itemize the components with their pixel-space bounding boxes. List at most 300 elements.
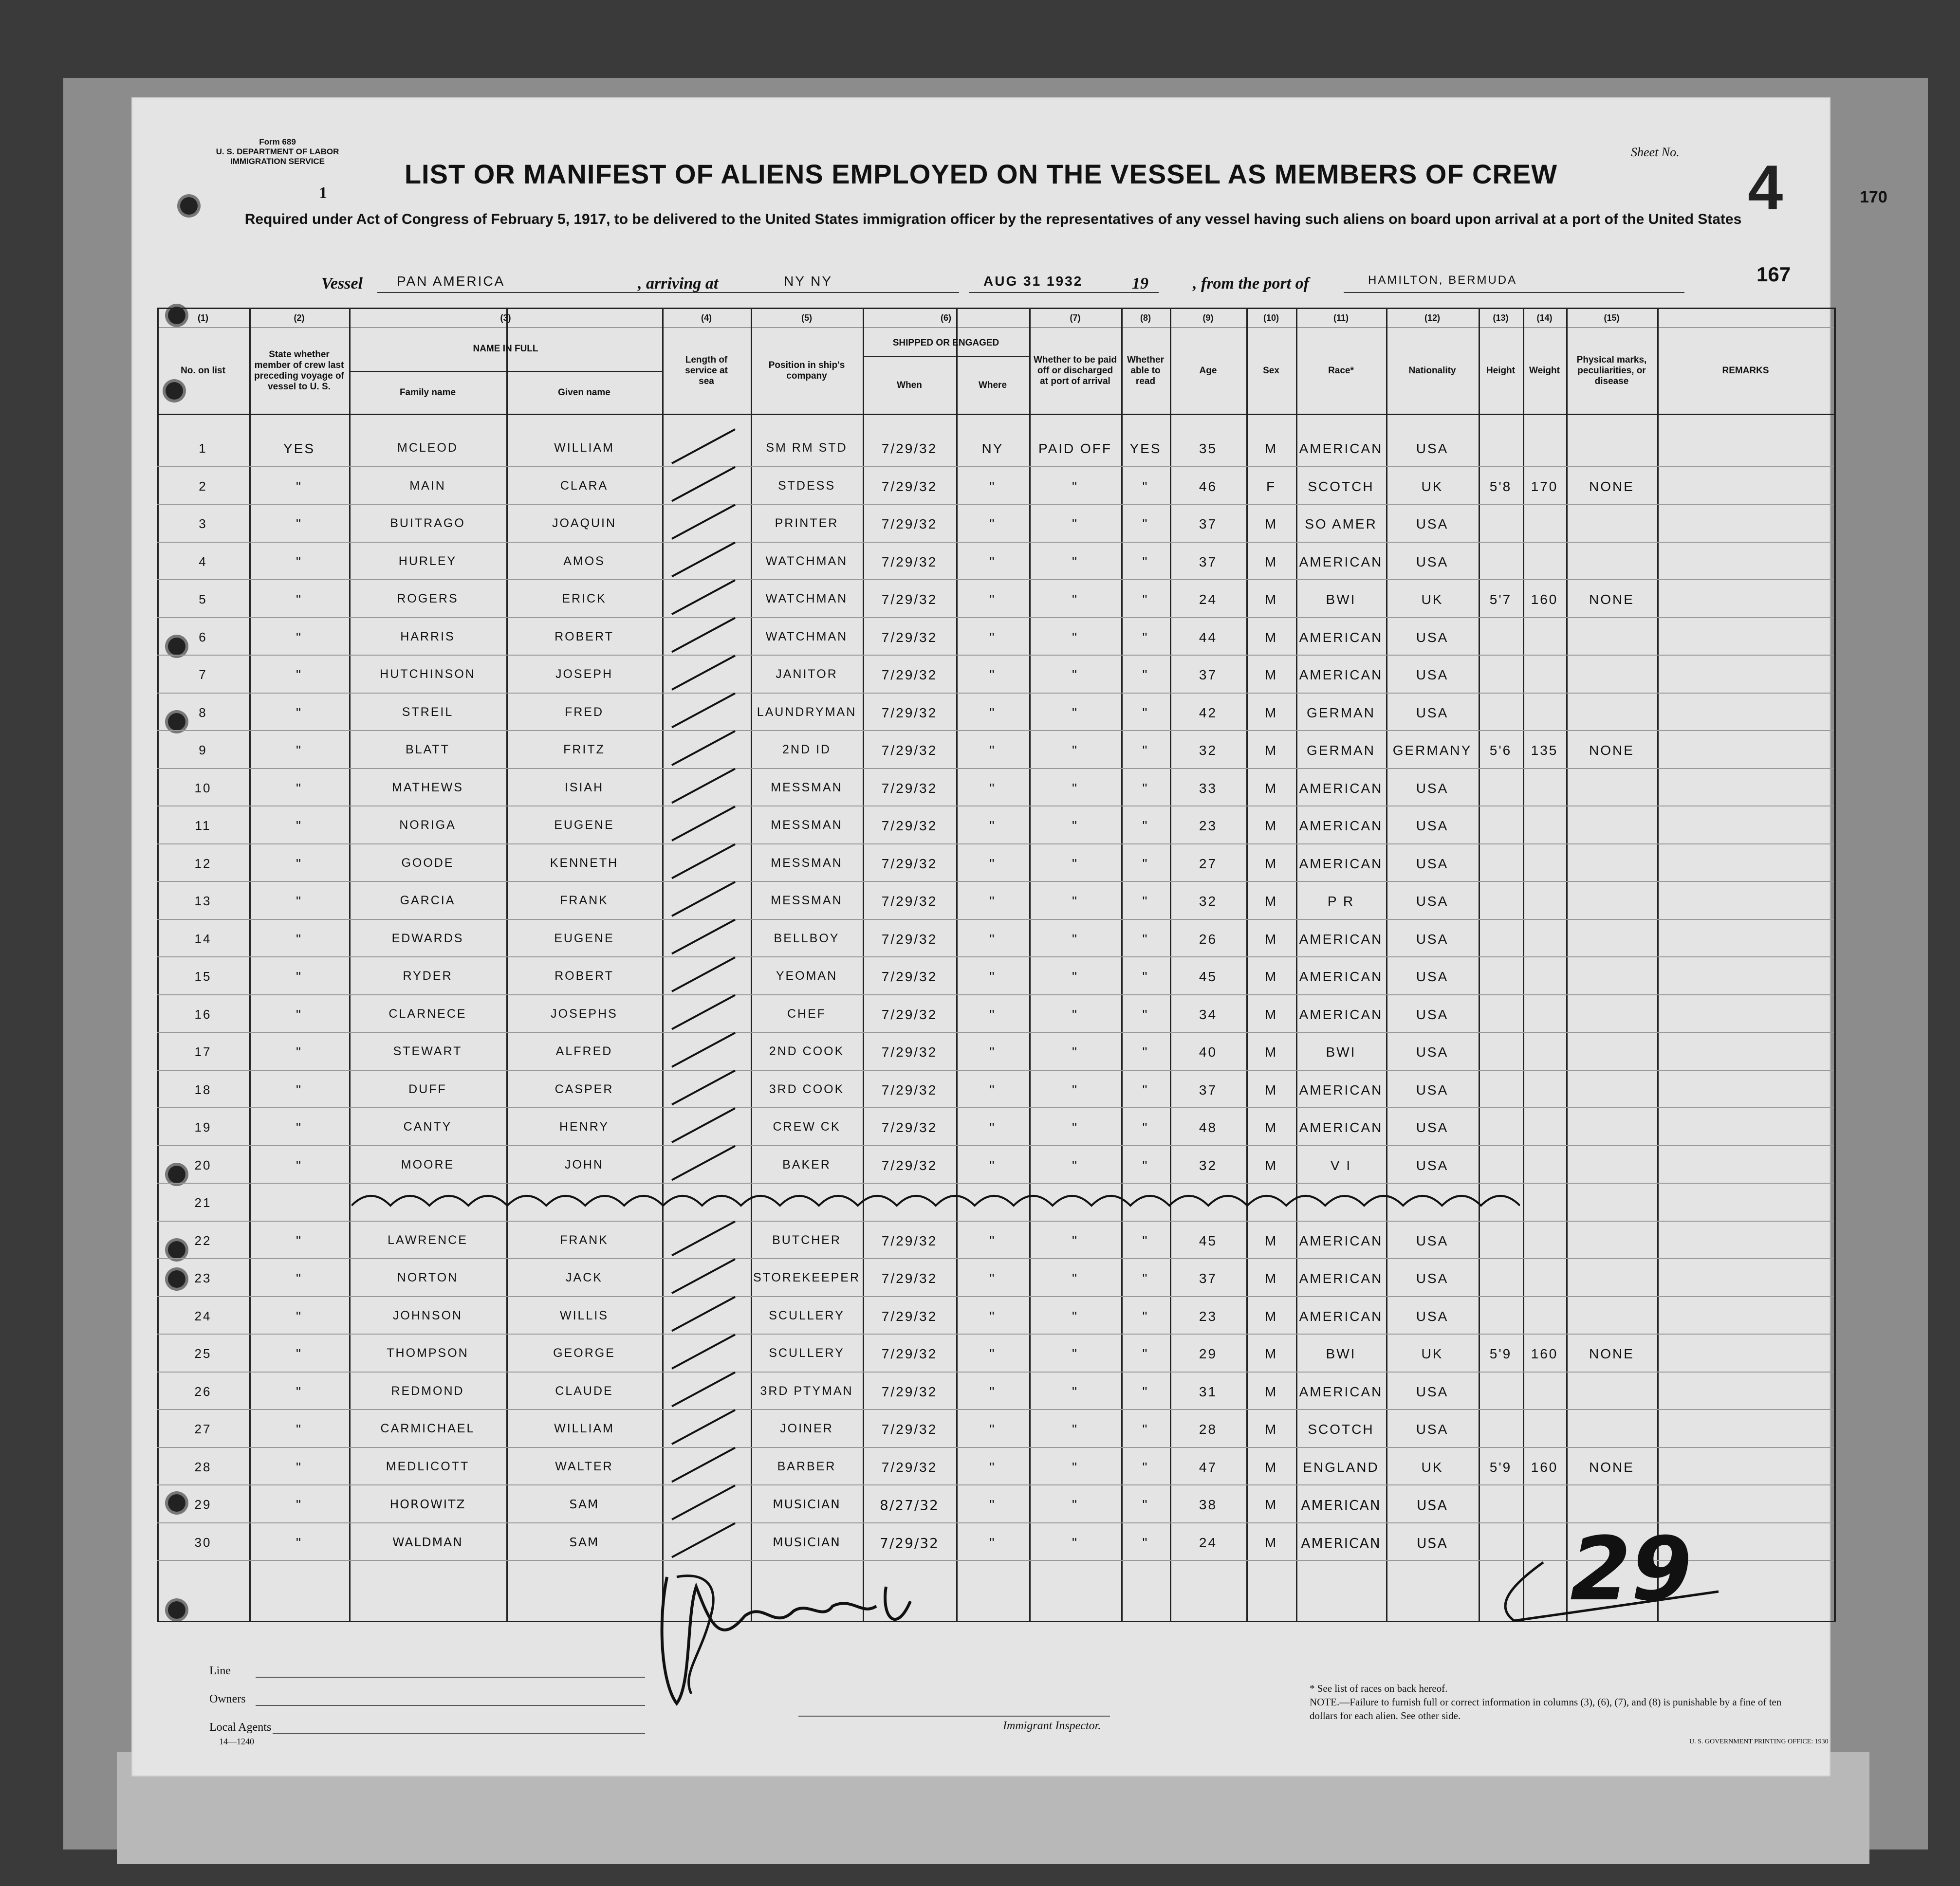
row-age: 27 — [1199, 856, 1218, 871]
row-race: BWI — [1326, 1346, 1356, 1361]
row-position: SM RM STD — [766, 441, 848, 455]
row-number: 22 — [194, 1233, 212, 1248]
row-given-name: JOHN — [564, 1157, 604, 1172]
row-paid-off: " — [1072, 1120, 1078, 1135]
row-rule — [157, 956, 1834, 957]
row-sex: M — [1264, 629, 1278, 645]
row-when: 7/29/32 — [881, 931, 938, 947]
row-state: " — [296, 705, 302, 720]
row-able-read: " — [1142, 1459, 1149, 1475]
row-weight: 170 — [1531, 478, 1558, 494]
header-when: When — [897, 380, 922, 390]
header-position: Position in ship's company — [768, 360, 845, 381]
row-position: 2ND ID — [782, 743, 831, 756]
row-sex: M — [1264, 856, 1278, 871]
row-when: 7/29/32 — [881, 1082, 938, 1098]
row-where: " — [989, 1459, 996, 1475]
row-age: 47 — [1199, 1459, 1218, 1475]
row-where: " — [989, 629, 996, 645]
row-when: 7/29/32 — [881, 1007, 938, 1022]
row-able-read: " — [1142, 516, 1149, 531]
row-given-name: HENRY — [559, 1120, 610, 1134]
row-given-name: JOSEPHS — [551, 1007, 618, 1021]
row-paid-off: " — [1072, 1422, 1078, 1437]
row-where: " — [989, 894, 996, 909]
table-row — [157, 1000, 1834, 1032]
row-age: 32 — [1199, 743, 1218, 758]
row-state: " — [296, 818, 302, 833]
row-age: 32 — [1199, 894, 1218, 909]
row-able-read: " — [1142, 894, 1149, 909]
table-row — [157, 660, 1834, 693]
table-row — [157, 1415, 1834, 1447]
row-family-name: NORIGA — [399, 818, 456, 832]
from-label: , from the port of — [1193, 275, 1309, 293]
table-row — [157, 1377, 1834, 1410]
row-where: " — [989, 1044, 996, 1060]
row-paid-off: " — [1072, 1497, 1078, 1512]
row-nationality: UK — [1421, 478, 1443, 494]
row-number: 19 — [194, 1120, 212, 1135]
row-family-name: MAIN — [409, 478, 446, 493]
row-rule — [157, 542, 1834, 543]
table-row — [157, 434, 1834, 466]
row-rule — [157, 655, 1834, 656]
row-age: 37 — [1199, 516, 1218, 531]
row-number: 27 — [194, 1422, 212, 1436]
row-family-name: LAWRENCE — [388, 1233, 468, 1247]
row-weight: 160 — [1531, 1459, 1558, 1475]
row-age: 29 — [1199, 1346, 1218, 1361]
row-paid-off: " — [1072, 1233, 1078, 1248]
row-race: AMERICAN — [1299, 554, 1383, 569]
row-rule — [157, 919, 1834, 920]
row-state: " — [296, 969, 302, 984]
row-21-cancel-line — [351, 1186, 1520, 1225]
row-able-read: " — [1142, 667, 1149, 682]
row-paid-off: " — [1072, 516, 1078, 531]
row-where: " — [989, 1308, 996, 1324]
row-race: AMERICAN — [1299, 1308, 1383, 1324]
row-when: 7/29/32 — [881, 894, 938, 909]
row-position: MESSMAN — [771, 818, 843, 832]
row-race: AMERICAN — [1299, 1120, 1383, 1135]
row-nationality: USA — [1416, 554, 1449, 569]
row-height: 5'9 — [1489, 1459, 1512, 1475]
table-row — [157, 1076, 1834, 1108]
row-given-name: ALFRED — [555, 1044, 613, 1058]
row-family-name: BUITRAGO — [390, 516, 465, 530]
row-where: " — [989, 1233, 996, 1248]
row-when: 7/29/32 — [881, 818, 938, 833]
row-family-name: RYDER — [403, 969, 453, 983]
row-given-name: ROBERT — [555, 969, 614, 983]
row-sex: M — [1264, 441, 1278, 456]
row-paid-off: " — [1072, 478, 1078, 494]
row-sex: M — [1264, 516, 1278, 531]
row-family-name: HURLEY — [398, 554, 457, 568]
row-family-name: HOROWITZ — [389, 1497, 466, 1511]
row-state: " — [296, 1157, 302, 1173]
table-row — [157, 510, 1834, 542]
agents-label: Local Agents — [209, 1721, 272, 1734]
row-paid-off: " — [1072, 1082, 1078, 1098]
row-rule — [157, 579, 1834, 580]
row-number: 14 — [194, 931, 212, 946]
row-family-name: MEDLICOTT — [386, 1459, 470, 1473]
punch-hole — [180, 197, 198, 215]
row-able-read: " — [1142, 554, 1149, 569]
length-service-check — [672, 1259, 735, 1293]
row-where: NY — [981, 441, 1004, 456]
inspector-signature — [647, 1557, 920, 1713]
row-able-read: " — [1142, 856, 1149, 871]
row-number: 26 — [194, 1384, 212, 1399]
row-race: AMERICAN — [1299, 667, 1383, 682]
row-number: 13 — [194, 894, 212, 908]
row-given-name: SAM — [569, 1497, 599, 1511]
row-when: 7/29/32 — [880, 1535, 939, 1551]
row-number: 4 — [199, 554, 207, 569]
row-able-read: " — [1142, 818, 1149, 833]
row-number: 11 — [195, 818, 211, 833]
row-nationality: USA — [1416, 1044, 1449, 1060]
row-paid-off: " — [1072, 969, 1078, 984]
row-state: " — [296, 516, 302, 531]
header-race: Race* — [1328, 366, 1354, 376]
row-state: " — [296, 554, 302, 569]
length-service-check — [672, 920, 735, 954]
row-when: 7/29/32 — [881, 1384, 938, 1399]
length-service-check — [672, 1033, 735, 1067]
header-where: Where — [978, 380, 1007, 390]
row-number: 30 — [194, 1535, 212, 1550]
row-nationality: USA — [1416, 629, 1449, 645]
row-when: 7/29/32 — [881, 1233, 938, 1248]
table-row — [157, 1038, 1834, 1070]
table-row — [157, 1453, 1834, 1485]
header-state-whether: State whether member of crew last preceding voyage of vessel to U. S. — [254, 349, 344, 392]
row-given-name: FRANK — [560, 894, 609, 907]
row-position: BARBER — [777, 1459, 836, 1473]
row-race: AMERICAN — [1299, 1082, 1383, 1098]
row-given-name: SAM — [569, 1535, 599, 1549]
row-sex: M — [1264, 1308, 1278, 1324]
row-age: 33 — [1199, 780, 1218, 796]
row-number: 9 — [199, 743, 207, 757]
row-rule — [157, 1070, 1834, 1071]
footnote-fine: NOTE.—Failure to furnish full or correct information in columns (3), (6), (7), and (8) is punishable by a fine of ten dollars for each alien. See other side. — [1310, 1696, 1782, 1721]
length-service-check — [672, 1523, 735, 1557]
row-race: AMERICAN — [1299, 1007, 1383, 1022]
vessel-name: PAN AMERICA — [397, 274, 505, 289]
row-paid-off: " — [1072, 1308, 1078, 1324]
row-sex: M — [1264, 1082, 1278, 1098]
row-race: AMERICAN — [1299, 780, 1383, 796]
row-state: " — [296, 1233, 302, 1248]
length-service-check — [672, 505, 735, 539]
printing-office: U. S. GOVERNMENT PRINTING OFFICE: 1930 — [1689, 1738, 1829, 1745]
row-nationality: USA — [1416, 894, 1449, 909]
row-state: " — [296, 743, 302, 758]
row-when: 7/29/32 — [881, 1308, 938, 1324]
row-nationality: USA — [1416, 780, 1449, 796]
row-rule — [157, 881, 1834, 882]
row-position: JANITOR — [776, 667, 838, 681]
row-given-name: JOSEPH — [555, 667, 613, 681]
row-rule — [157, 1334, 1834, 1335]
row-age: 42 — [1199, 705, 1218, 720]
length-service-check — [672, 1448, 735, 1482]
row-family-name: NORTON — [397, 1271, 459, 1284]
row-sex: M — [1264, 1233, 1278, 1248]
row-race: AMERICAN — [1299, 969, 1383, 984]
row-nationality: USA — [1416, 1082, 1449, 1098]
row-given-name: AMOS — [563, 554, 605, 568]
row-state: " — [296, 1044, 302, 1060]
row-where: " — [989, 1384, 996, 1399]
stamp-167: 167 — [1757, 263, 1791, 286]
row-when: 7/29/32 — [881, 743, 938, 758]
row-position: SCULLERY — [769, 1308, 845, 1322]
row-sex: M — [1264, 1497, 1278, 1512]
row-state: YES — [283, 441, 315, 456]
length-service-check — [672, 467, 735, 501]
row-number: 10 — [194, 780, 212, 795]
row-able-read: " — [1142, 705, 1149, 720]
table-row — [157, 774, 1834, 806]
table-row — [157, 849, 1834, 881]
row-nationality: USA — [1416, 818, 1449, 833]
row-rule — [157, 1372, 1834, 1373]
table-row — [157, 1490, 1834, 1522]
row-age: 24 — [1199, 592, 1218, 607]
column-number: (6) — [941, 313, 951, 323]
row-sex: M — [1264, 1535, 1278, 1550]
vessel-label: Vessel — [321, 275, 363, 293]
inspector-label: Immigrant Inspector. — [1003, 1720, 1101, 1732]
row-family-name: MATHEWS — [392, 780, 463, 794]
row-nationality: UK — [1421, 1459, 1443, 1475]
row-age: 44 — [1199, 629, 1218, 645]
row-number: 20 — [194, 1157, 212, 1172]
row-position: BUTCHER — [772, 1233, 841, 1247]
column-number: (2) — [294, 313, 305, 323]
row-when: 7/29/32 — [881, 856, 938, 871]
row-paid-off: PAID OFF — [1038, 441, 1112, 456]
row-nationality: USA — [1416, 1157, 1449, 1173]
row-family-name: JOHNSON — [392, 1308, 463, 1322]
row-position: MESSMAN — [771, 780, 843, 794]
row-race: AMERICAN — [1299, 818, 1383, 833]
row-state: " — [296, 1120, 302, 1135]
row-where: " — [989, 1120, 996, 1135]
row-family-name: HUTCHINSON — [380, 667, 476, 681]
row-where: " — [989, 818, 996, 833]
length-service-check — [672, 1108, 735, 1142]
row-paid-off: " — [1072, 931, 1078, 947]
column-number-rule — [157, 327, 1834, 328]
row-sex: M — [1264, 969, 1278, 984]
row-paid-off: " — [1072, 629, 1078, 645]
table-row — [157, 585, 1834, 617]
row-family-name: MCLEOD — [397, 441, 458, 455]
row-state: " — [296, 1271, 302, 1286]
sheet-no-label: Sheet No. — [1631, 145, 1680, 159]
row-position: LAUNDRYMAN — [757, 705, 857, 719]
column-number: (10) — [1263, 313, 1279, 323]
row-number: 28 — [194, 1459, 212, 1474]
length-service-check — [672, 618, 735, 652]
row-nationality: USA — [1416, 1308, 1449, 1324]
length-service-check — [672, 694, 735, 728]
row-paid-off: " — [1072, 894, 1078, 909]
row-sex: M — [1264, 1459, 1278, 1475]
row-position: WATCHMAN — [765, 629, 848, 643]
row-able-read: " — [1142, 1384, 1149, 1399]
row-where: " — [989, 1157, 996, 1173]
row-paid-off: " — [1072, 1157, 1078, 1173]
row-when: 7/29/32 — [881, 1120, 938, 1135]
row-rule — [157, 1145, 1834, 1146]
row-race: GERMAN — [1307, 705, 1375, 720]
row-sex: M — [1264, 1346, 1278, 1361]
row-given-name: CLARA — [560, 478, 609, 493]
row-height: 5'9 — [1489, 1346, 1512, 1361]
row-able-read: " — [1142, 1422, 1149, 1437]
row-age: 37 — [1199, 1082, 1218, 1098]
row-family-name: GARCIA — [400, 894, 456, 907]
row-race: ENGLAND — [1303, 1459, 1379, 1475]
length-service-check — [672, 806, 735, 841]
column-number: (8) — [1140, 313, 1151, 323]
row-age: 48 — [1199, 1120, 1218, 1135]
row-number: 16 — [194, 1007, 212, 1022]
header-family-name: Family name — [399, 387, 456, 398]
row-able-read: " — [1142, 1044, 1149, 1060]
header-nationality: Nationality — [1408, 366, 1456, 376]
column-number: (1) — [198, 313, 208, 323]
row-sex: M — [1264, 1120, 1278, 1135]
row-physical: NONE — [1589, 743, 1634, 758]
row-state: " — [296, 1422, 302, 1437]
table-row — [157, 1302, 1834, 1334]
row-nationality: USA — [1416, 1271, 1449, 1286]
row-sex: M — [1264, 1422, 1278, 1437]
row-age: 35 — [1199, 441, 1218, 456]
row-given-name: FRANK — [560, 1233, 609, 1247]
row-race: SCOTCH — [1308, 1422, 1374, 1437]
row-when: 7/29/32 — [881, 780, 938, 796]
row-able-read: " — [1142, 1271, 1149, 1286]
row-family-name: CLARNECE — [388, 1007, 467, 1021]
sheet-no-value: 4 — [1748, 152, 1783, 223]
row-position: WATCHMAN — [765, 554, 848, 568]
table-row — [157, 887, 1834, 919]
row-family-name: STEWART — [393, 1044, 462, 1058]
row-nationality: USA — [1416, 667, 1449, 682]
row-family-name: DUFF — [408, 1082, 447, 1096]
row-age: 37 — [1199, 554, 1218, 569]
row-paid-off: " — [1072, 818, 1078, 833]
length-service-check — [672, 731, 735, 765]
column-number: (5) — [801, 313, 812, 323]
row-number: 2 — [199, 478, 207, 494]
form-service: IMMIGRATION SERVICE — [230, 157, 325, 166]
row-rule — [157, 617, 1834, 618]
row-where: " — [989, 1535, 996, 1550]
row-rule — [157, 1484, 1834, 1485]
agents-field — [273, 1733, 645, 1734]
row-where: " — [989, 516, 996, 531]
row-where: " — [989, 554, 996, 569]
row-number: 8 — [199, 705, 207, 720]
from-port: HAMILTON, BERMUDA — [1368, 274, 1517, 287]
row-age: 45 — [1199, 1233, 1218, 1248]
row-nationality: USA — [1416, 1384, 1449, 1399]
row-where: " — [989, 1346, 996, 1361]
row-rule — [157, 1258, 1834, 1259]
table-row — [157, 472, 1834, 504]
length-service-check — [672, 769, 735, 803]
row-paid-off: " — [1072, 1459, 1078, 1475]
row-race: SCOTCH — [1308, 478, 1374, 494]
row-where: " — [989, 1082, 996, 1098]
row-able-read: " — [1142, 629, 1149, 645]
row-able-read: " — [1142, 592, 1149, 607]
row-weight: 135 — [1531, 743, 1558, 758]
header-shipped: SHIPPED OR ENGAGED — [892, 337, 999, 348]
row-race: GERMAN — [1307, 743, 1375, 758]
row-able-read: " — [1142, 1497, 1149, 1512]
row-nationality: USA — [1417, 1497, 1448, 1513]
table-row — [157, 623, 1834, 655]
row-sex: M — [1264, 743, 1278, 758]
row-position: CHEF — [787, 1007, 827, 1021]
row-race: AMERICAN — [1301, 1535, 1381, 1551]
row-able-read: " — [1142, 743, 1149, 758]
row-age: 31 — [1199, 1384, 1218, 1399]
row-family-name: GOODE — [401, 856, 454, 870]
stray-mark: 1 — [319, 184, 327, 202]
table-row — [157, 548, 1834, 580]
table-top-border — [157, 308, 1834, 309]
row-nationality: USA — [1416, 856, 1449, 871]
row-physical: NONE — [1589, 1459, 1634, 1475]
row-able-read: " — [1142, 1120, 1149, 1135]
form-number: Form 689 — [259, 137, 296, 146]
row-rule — [157, 1447, 1834, 1448]
row-sex: M — [1264, 1157, 1278, 1173]
row-able-read: YES — [1129, 441, 1162, 456]
table-row — [157, 736, 1834, 768]
row-position: MUSICIAN — [773, 1535, 841, 1549]
row-position: CREW CK — [773, 1120, 841, 1134]
row-given-name: CLAUDE — [555, 1384, 613, 1398]
row-rule — [157, 1409, 1834, 1410]
row-where: " — [989, 1497, 996, 1512]
column-number: (7) — [1070, 313, 1081, 323]
column-number: (15) — [1604, 313, 1620, 323]
row-age: 38 — [1199, 1497, 1218, 1512]
row-race: AMERICAN — [1301, 1497, 1381, 1513]
row-age: 24 — [1199, 1535, 1218, 1550]
row-family-name: MOORE — [401, 1157, 455, 1172]
row-given-name: JOAQUIN — [552, 516, 617, 530]
row-family-name: REDMOND — [391, 1384, 464, 1398]
row-number: 15 — [194, 969, 212, 984]
row-where: " — [989, 1007, 996, 1022]
